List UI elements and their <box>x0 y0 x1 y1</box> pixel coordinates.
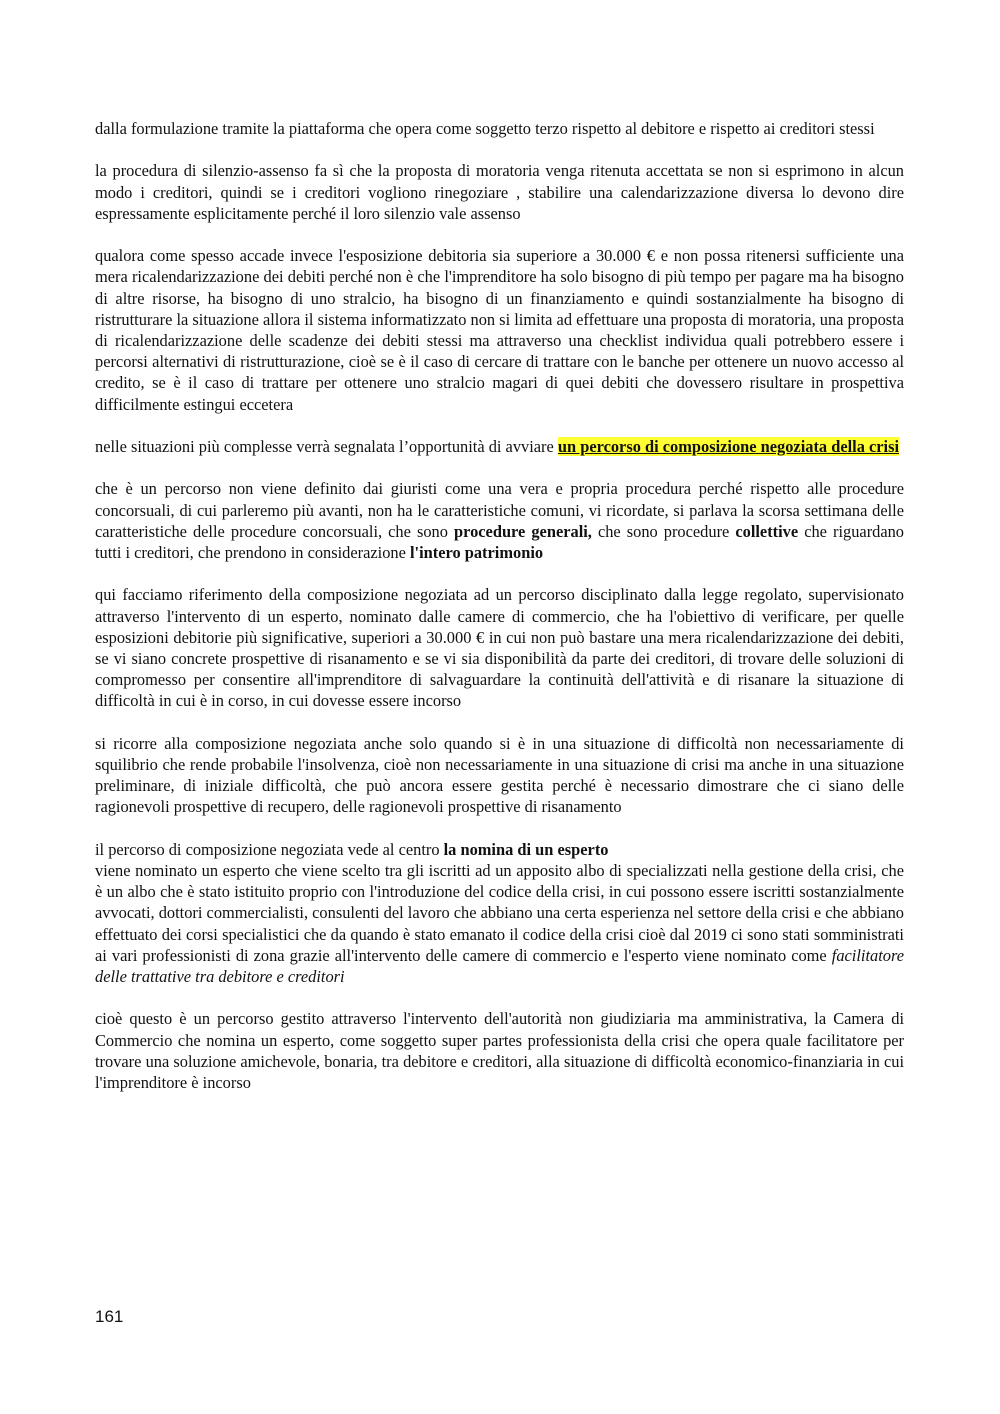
document-body <box>95 118 904 1114</box>
paragraph <box>95 478 904 563</box>
bold-text: l'intero patrimonio <box>409 543 544 562</box>
text-segment: la procedura di silenzio-assenso fa sì che la proposta di moratoria venga ritenuta accettata se non si esprimono in alcun modo i creditori, quindi se i creditori vogliono rinegoziare , stabilire una calendarizzazione diversa lo devono dire espressamente esplicitamente perché il loro silenzio vale assenso <box>95 161 904 223</box>
bold-text: procedure generali, <box>453 521 592 541</box>
text-segment: cioè questo è un percorso gestito attraverso l'intervento dell'autorità non giudiziaria ma amministrativa, la Camera di Commercio che nomina un esperto, come soggetto super partes professionista della crisi che opera quale facilitatore per trovare una soluzione amichevole, bonaria, tra debitore e creditori, alla situazione di difficoltà economico-finanziaria in cui l'imprenditore è incorso <box>95 1009 904 1093</box>
page-number: 161 <box>95 1307 124 1326</box>
paragraph <box>95 118 904 139</box>
paragraph <box>95 584 904 711</box>
text-segment: nelle situazioni più complesse verrà segnalata l’opportunità di avviare <box>95 437 558 456</box>
paragraph <box>95 733 904 818</box>
paragraph <box>95 245 904 415</box>
text-segment: che è un percorso non viene definito dai giuristi come una vera e propria procedura perché rispetto alle procedure concorsuali, di cui parleremo più avanti, non ha le caratteristiche comuni, vi ricordate, si parlava la scorsa settimana delle caratteristiche delle procedure concorsuali, che sono <box>95 479 904 541</box>
text-segment: viene nominato un esperto che viene scelto tra gli iscritti ad un apposito albo di specializzati nella gestione della crisi, che è un albo che è stato istituito proprio con l'introduzione del codice della crisi, in cui possono essere iscritti sostanzialmente avvocati, dottori commercialisti, consulenti del lavoro che abbiano una certa esperienza nel settore della crisi e che abbiano effettuato dei corsi specialistici che da quando è stato emanato il codice della crisi cioè dal 2019 ci sono stati somministrati ai vari professionisti di zona grazie all'intervento delle camere di commercio e l'esperto viene nominato come <box>95 861 904 965</box>
paragraph <box>95 860 904 987</box>
text-segment: che riguardano tutti i creditori, che prendono in considerazione <box>95 521 905 562</box>
highlighted-text: un percorso di composizione negoziata della crisi <box>557 437 900 456</box>
text-segment: si ricorre alla composizione negoziata anche solo quando si è in una situazione di difficoltà non necessariamente di squilibrio che rende probabile l'insolvenza, cioè non necessariamente in una situazione di crisi ma anche in una situazione preliminare, di iniziale difficoltà, che può ancora essere gestita perché è necessario dimostrare che ci siano delle ragionevoli prospettive di recupero, delle ragionevoli prospettive di risanamento <box>95 733 904 817</box>
paragraph <box>95 436 904 457</box>
text-segment: qui facciamo riferimento della composizione negoziata ad un percorso disciplinato dalla legge regolato, supervisionato attraverso l'intervento di un esperto, nominato dalle camere di commercio, che ha l'obiettivo di verificare, per quelle esposizioni debitorie più significative, superiori a 30.000 € in cui non può bastare una mera ricalendarizzazione dei debiti, se vi siano concrete prospettive di risanamento e se vi sia disponibilità da parte dei creditori, di trovare delle soluzioni di compromesso per consentire all'imprenditore di salvaguardare la continuità dell'attività e di risanare la situazione di difficoltà in cui è in corso, in cui dovesse essere incorso <box>95 585 904 711</box>
text-segment: qualora come spesso accade invece l'esposizione debitoria sia superiore a 30.000 € e non possa ritenersi sufficiente una mera ricalendarizzazione dei debiti perché non è che l'imprenditore ha solo bisogno di più tempo per pagare ma ha bisogno di altre risorse, ha bisogno di uno stralcio, ha bisogno di un finanziamento e quindi sostanzialmente ha bisogno di ristrutturare la situazione allora il sistema informatizzato non si limita ad effettuare una proposta di moratoria, una proposta di ricalendarizzazione delle scadenze dei debiti stessi ma attraverso una checklist individua quali potrebbero essere i percorsi alternativi di ristrutturazione, cioè se è il caso di cercare di trattare con le banche per ottenere un nuovo accesso al credito, se è il caso di trattare per ottenere uno stralcio magari di quei debiti che dovessero risultare in prospettiva difficilmente estingui eccetera <box>95 246 904 414</box>
bold-text: la nomina di un esperto <box>443 839 609 859</box>
italic-text: facilitatore delle trattative tra debitore e creditori <box>95 945 904 987</box>
text-segment: il percorso di composizione negoziata vede al centro <box>95 839 444 859</box>
bold-text: collettive <box>735 521 799 541</box>
paragraph <box>95 1008 904 1093</box>
text-segment: dalla formulazione tramite la piattaforma che opera come soggetto terzo rispetto al debitore e rispetto ai creditori stessi <box>95 119 875 138</box>
text-segment: che sono procedure <box>591 521 736 541</box>
paragraph <box>95 839 904 860</box>
paragraph <box>95 160 904 224</box>
